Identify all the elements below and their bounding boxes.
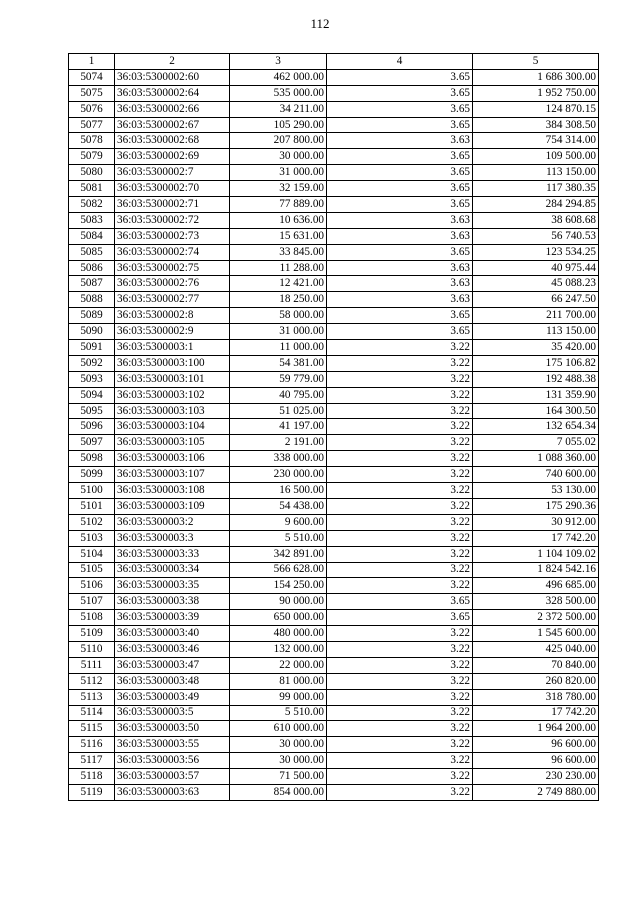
total-value-cell: 1 088 360.00 <box>473 451 599 467</box>
table-row <box>69 117 599 133</box>
row-number-cell: 5077 <box>69 117 115 133</box>
area-value-cell: 338 000.00 <box>230 451 327 467</box>
row-number-cell: 5095 <box>69 403 115 419</box>
total-value-cell: 96 600.00 <box>473 737 599 753</box>
total-value-cell: 175 106.82 <box>473 355 599 371</box>
cadastral-number-cell: 36:03:5300003:46 <box>115 641 230 657</box>
rate-value-cell: 3.22 <box>327 419 473 435</box>
table-row <box>69 737 599 753</box>
area-value-cell: 30 000.00 <box>230 737 327 753</box>
rate-value-cell: 3.63 <box>327 276 473 292</box>
row-number-cell: 5093 <box>69 371 115 387</box>
area-value-cell: 207 800.00 <box>230 133 327 149</box>
rate-value-cell: 3.22 <box>327 498 473 514</box>
table-row <box>69 626 599 642</box>
cadastral-number-cell: 36:03:5300003:106 <box>115 451 230 467</box>
table-row <box>69 244 599 260</box>
total-value-cell: 1 545 600.00 <box>473 626 599 642</box>
row-number-cell: 5086 <box>69 260 115 276</box>
total-value-cell: 318 780.00 <box>473 689 599 705</box>
rate-value-cell: 3.22 <box>327 689 473 705</box>
total-value-cell: 40 975.44 <box>473 260 599 276</box>
table-row <box>69 610 599 626</box>
rate-value-cell: 3.22 <box>327 371 473 387</box>
rate-value-cell: 3.63 <box>327 133 473 149</box>
table-row <box>69 689 599 705</box>
row-number-cell: 5097 <box>69 435 115 451</box>
cadastral-number-cell: 36:03:5300003:1 <box>115 340 230 356</box>
rate-value-cell: 3.22 <box>327 530 473 546</box>
table-row <box>69 149 599 165</box>
row-number-cell: 5109 <box>69 626 115 642</box>
row-number-cell: 5079 <box>69 149 115 165</box>
rate-value-cell: 3.65 <box>327 165 473 181</box>
cadastral-number-cell: 36:03:5300003:35 <box>115 578 230 594</box>
row-number-cell: 5103 <box>69 530 115 546</box>
cadastral-number-cell: 36:03:5300002:69 <box>115 149 230 165</box>
cadastral-number-cell: 36:03:5300003:2 <box>115 514 230 530</box>
total-value-cell: 109 500.00 <box>473 149 599 165</box>
table-row <box>69 355 599 371</box>
rate-value-cell: 3.22 <box>327 435 473 451</box>
row-number-cell: 5106 <box>69 578 115 594</box>
table-row <box>69 85 599 101</box>
area-value-cell: 10 636.00 <box>230 212 327 228</box>
cadastral-number-cell: 36:03:5300003:38 <box>115 594 230 610</box>
cadastral-number-cell: 36:03:5300002:8 <box>115 308 230 324</box>
rate-value-cell: 3.63 <box>327 228 473 244</box>
table-row <box>69 165 599 181</box>
cadastral-number-cell: 36:03:5300002:76 <box>115 276 230 292</box>
row-number-cell: 5094 <box>69 387 115 403</box>
cadastral-value-table <box>68 53 599 801</box>
table-row <box>69 403 599 419</box>
area-value-cell: 54 381.00 <box>230 355 327 371</box>
cadastral-number-cell: 36:03:5300003:107 <box>115 467 230 483</box>
area-value-cell: 51 025.00 <box>230 403 327 419</box>
row-number-cell: 5118 <box>69 769 115 785</box>
total-value-cell: 70 840.00 <box>473 657 599 673</box>
cadastral-number-cell: 36:03:5300003:55 <box>115 737 230 753</box>
cadastral-number-cell: 36:03:5300003:100 <box>115 355 230 371</box>
cadastral-number-cell: 36:03:5300003:3 <box>115 530 230 546</box>
page-number: 112 <box>310 16 330 31</box>
table-row <box>69 181 599 197</box>
row-number-cell: 5102 <box>69 514 115 530</box>
table-row <box>69 260 599 276</box>
rate-value-cell: 3.65 <box>327 181 473 197</box>
area-value-cell: 2 191.00 <box>230 435 327 451</box>
row-number-cell: 5105 <box>69 562 115 578</box>
rate-value-cell: 3.22 <box>327 403 473 419</box>
area-value-cell: 54 438.00 <box>230 498 327 514</box>
total-value-cell: 7 055.02 <box>473 435 599 451</box>
total-value-cell: 2 749 880.00 <box>473 784 599 800</box>
row-number-cell: 5113 <box>69 689 115 705</box>
rate-value-cell: 3.22 <box>327 673 473 689</box>
cadastral-number-cell: 36:03:5300002:70 <box>115 181 230 197</box>
total-value-cell: 17 742.20 <box>473 705 599 721</box>
area-value-cell: 342 891.00 <box>230 546 327 562</box>
table-row <box>69 451 599 467</box>
row-number-cell: 5080 <box>69 165 115 181</box>
rate-value-cell: 3.22 <box>327 769 473 785</box>
cadastral-number-cell: 36:03:5300002:75 <box>115 260 230 276</box>
area-value-cell: 32 159.00 <box>230 181 327 197</box>
row-number-cell: 5089 <box>69 308 115 324</box>
table-row <box>69 641 599 657</box>
cadastral-number-cell: 36:03:5300003:39 <box>115 610 230 626</box>
cadastral-number-cell: 36:03:5300003:108 <box>115 483 230 499</box>
total-value-cell: 124 870.15 <box>473 101 599 117</box>
rate-value-cell: 3.63 <box>327 260 473 276</box>
area-value-cell: 31 000.00 <box>230 165 327 181</box>
area-value-cell: 854 000.00 <box>230 784 327 800</box>
rate-value-cell: 3.22 <box>327 355 473 371</box>
area-value-cell: 99 000.00 <box>230 689 327 705</box>
row-number-cell: 5082 <box>69 197 115 213</box>
rate-value-cell: 3.22 <box>327 467 473 483</box>
cadastral-number-cell: 36:03:5300002:72 <box>115 212 230 228</box>
area-value-cell: 230 000.00 <box>230 467 327 483</box>
row-number-cell: 5104 <box>69 546 115 562</box>
area-value-cell: 59 779.00 <box>230 371 327 387</box>
area-value-cell: 33 845.00 <box>230 244 327 260</box>
column-header-5: 5 <box>473 54 599 70</box>
area-value-cell: 5 510.00 <box>230 530 327 546</box>
table-row <box>69 514 599 530</box>
total-value-cell: 384 308.50 <box>473 117 599 133</box>
cadastral-number-cell: 36:03:5300003:48 <box>115 673 230 689</box>
rate-value-cell: 3.22 <box>327 705 473 721</box>
row-number-cell: 5085 <box>69 244 115 260</box>
rate-value-cell: 3.22 <box>327 737 473 753</box>
rate-value-cell: 3.22 <box>327 626 473 642</box>
column-header-4: 4 <box>327 54 473 70</box>
cadastral-number-cell: 36:03:5300003:50 <box>115 721 230 737</box>
row-number-cell: 5112 <box>69 673 115 689</box>
table-row <box>69 657 599 673</box>
cadastral-number-cell: 36:03:5300003:101 <box>115 371 230 387</box>
area-value-cell: 12 421.00 <box>230 276 327 292</box>
table-row <box>69 133 599 149</box>
cadastral-number-cell: 36:03:5300002:77 <box>115 292 230 308</box>
column-header-2: 2 <box>115 54 230 70</box>
row-number-cell: 5108 <box>69 610 115 626</box>
table-row <box>69 387 599 403</box>
area-value-cell: 90 000.00 <box>230 594 327 610</box>
cadastral-number-cell: 36:03:5300003:47 <box>115 657 230 673</box>
total-value-cell: 56 740.53 <box>473 228 599 244</box>
row-number-cell: 5099 <box>69 467 115 483</box>
area-value-cell: 40 795.00 <box>230 387 327 403</box>
row-number-cell: 5116 <box>69 737 115 753</box>
total-value-cell: 123 534.25 <box>473 244 599 260</box>
rate-value-cell: 3.65 <box>327 594 473 610</box>
cadastral-number-cell: 36:03:5300002:66 <box>115 101 230 117</box>
cadastral-number-cell: 36:03:5300003:105 <box>115 435 230 451</box>
total-value-cell: 45 088.23 <box>473 276 599 292</box>
row-number-cell: 5084 <box>69 228 115 244</box>
cadastral-number-cell: 36:03:5300002:60 <box>115 69 230 85</box>
rate-value-cell: 3.22 <box>327 641 473 657</box>
cadastral-number-cell: 36:03:5300003:102 <box>115 387 230 403</box>
table-row <box>69 340 599 356</box>
row-number-cell: 5074 <box>69 69 115 85</box>
cadastral-number-cell: 36:03:5300003:103 <box>115 403 230 419</box>
row-number-cell: 5115 <box>69 721 115 737</box>
table-row <box>69 197 599 213</box>
table-row <box>69 292 599 308</box>
column-header-3: 3 <box>230 54 327 70</box>
total-value-cell: 113 150.00 <box>473 324 599 340</box>
row-number-cell: 5088 <box>69 292 115 308</box>
cadastral-number-cell: 36:03:5300003:57 <box>115 769 230 785</box>
cadastral-number-cell: 36:03:5300002:67 <box>115 117 230 133</box>
table-row <box>69 562 599 578</box>
rate-value-cell: 3.65 <box>327 244 473 260</box>
area-value-cell: 31 000.00 <box>230 324 327 340</box>
rate-value-cell: 3.63 <box>327 212 473 228</box>
row-number-cell: 5081 <box>69 181 115 197</box>
area-value-cell: 16 500.00 <box>230 483 327 499</box>
total-value-cell: 96 600.00 <box>473 753 599 769</box>
total-value-cell: 2 372 500.00 <box>473 610 599 626</box>
total-value-cell: 1 686 300.00 <box>473 69 599 85</box>
table-row <box>69 308 599 324</box>
table-row <box>69 276 599 292</box>
table-row <box>69 578 599 594</box>
row-number-cell: 5111 <box>69 657 115 673</box>
row-number-cell: 5098 <box>69 451 115 467</box>
table-row <box>69 753 599 769</box>
total-value-cell: 211 700.00 <box>473 308 599 324</box>
rate-value-cell: 3.22 <box>327 514 473 530</box>
total-value-cell: 38 608.68 <box>473 212 599 228</box>
table-row <box>69 594 599 610</box>
area-value-cell: 480 000.00 <box>230 626 327 642</box>
area-value-cell: 30 000.00 <box>230 149 327 165</box>
area-value-cell: 5 510.00 <box>230 705 327 721</box>
rate-value-cell: 3.65 <box>327 85 473 101</box>
cadastral-number-cell: 36:03:5300003:40 <box>115 626 230 642</box>
cadastral-number-cell: 36:03:5300003:34 <box>115 562 230 578</box>
total-value-cell: 35 420.00 <box>473 340 599 356</box>
rate-value-cell: 3.22 <box>327 657 473 673</box>
total-value-cell: 1 824 542.16 <box>473 562 599 578</box>
cadastral-number-cell: 36:03:5300002:64 <box>115 85 230 101</box>
row-number-cell: 5119 <box>69 784 115 800</box>
table-row <box>69 721 599 737</box>
rate-value-cell: 3.22 <box>327 562 473 578</box>
area-value-cell: 77 889.00 <box>230 197 327 213</box>
cadastral-number-cell: 36:03:5300003:56 <box>115 753 230 769</box>
area-value-cell: 105 290.00 <box>230 117 327 133</box>
table-row <box>69 371 599 387</box>
table-row <box>69 546 599 562</box>
area-value-cell: 11 000.00 <box>230 340 327 356</box>
table-body <box>69 69 599 800</box>
rate-value-cell: 3.22 <box>327 340 473 356</box>
total-value-cell: 260 820.00 <box>473 673 599 689</box>
table-row <box>69 483 599 499</box>
area-value-cell: 9 600.00 <box>230 514 327 530</box>
row-number-cell: 5087 <box>69 276 115 292</box>
area-value-cell: 566 628.00 <box>230 562 327 578</box>
total-value-cell: 132 654.34 <box>473 419 599 435</box>
total-value-cell: 113 150.00 <box>473 165 599 181</box>
rate-value-cell: 3.22 <box>327 546 473 562</box>
table-row <box>69 435 599 451</box>
area-value-cell: 58 000.00 <box>230 308 327 324</box>
column-header-1: 1 <box>69 54 115 70</box>
area-value-cell: 34 211.00 <box>230 101 327 117</box>
rate-value-cell: 3.63 <box>327 292 473 308</box>
table-row <box>69 212 599 228</box>
area-value-cell: 18 250.00 <box>230 292 327 308</box>
row-number-cell: 5091 <box>69 340 115 356</box>
total-value-cell: 1 952 750.00 <box>473 85 599 101</box>
total-value-cell: 754 314.00 <box>473 133 599 149</box>
row-number-cell: 5076 <box>69 101 115 117</box>
cadastral-number-cell: 36:03:5300002:68 <box>115 133 230 149</box>
area-value-cell: 610 000.00 <box>230 721 327 737</box>
table-row <box>69 498 599 514</box>
table-row <box>69 101 599 117</box>
area-value-cell: 154 250.00 <box>230 578 327 594</box>
rate-value-cell: 3.22 <box>327 483 473 499</box>
row-number-cell: 5083 <box>69 212 115 228</box>
total-value-cell: 230 230.00 <box>473 769 599 785</box>
row-number-cell: 5092 <box>69 355 115 371</box>
row-number-cell: 5107 <box>69 594 115 610</box>
table-header-row <box>69 54 599 70</box>
table-row <box>69 419 599 435</box>
total-value-cell: 53 130.00 <box>473 483 599 499</box>
cadastral-number-cell: 36:03:5300002:7 <box>115 165 230 181</box>
row-number-cell: 5096 <box>69 419 115 435</box>
cadastral-number-cell: 36:03:5300003:104 <box>115 419 230 435</box>
row-number-cell: 5110 <box>69 641 115 657</box>
row-number-cell: 5075 <box>69 85 115 101</box>
total-value-cell: 131 359.90 <box>473 387 599 403</box>
rate-value-cell: 3.65 <box>327 610 473 626</box>
table-row <box>69 673 599 689</box>
total-value-cell: 164 300.50 <box>473 403 599 419</box>
area-value-cell: 132 000.00 <box>230 641 327 657</box>
rate-value-cell: 3.22 <box>327 784 473 800</box>
rate-value-cell: 3.22 <box>327 721 473 737</box>
area-value-cell: 535 000.00 <box>230 85 327 101</box>
table-row <box>69 228 599 244</box>
total-value-cell: 328 500.00 <box>473 594 599 610</box>
total-value-cell: 740 600.00 <box>473 467 599 483</box>
rate-value-cell: 3.65 <box>327 117 473 133</box>
cadastral-number-cell: 36:03:5300003:33 <box>115 546 230 562</box>
cadastral-number-cell: 36:03:5300003:49 <box>115 689 230 705</box>
rate-value-cell: 3.22 <box>327 451 473 467</box>
total-value-cell: 117 380.35 <box>473 181 599 197</box>
total-value-cell: 425 040.00 <box>473 641 599 657</box>
area-value-cell: 15 631.00 <box>230 228 327 244</box>
total-value-cell: 66 247.50 <box>473 292 599 308</box>
area-value-cell: 30 000.00 <box>230 753 327 769</box>
rate-value-cell: 3.65 <box>327 101 473 117</box>
area-value-cell: 41 197.00 <box>230 419 327 435</box>
area-value-cell: 650 000.00 <box>230 610 327 626</box>
row-number-cell: 5101 <box>69 498 115 514</box>
row-number-cell: 5090 <box>69 324 115 340</box>
cadastral-number-cell: 36:03:5300002:74 <box>115 244 230 260</box>
rate-value-cell: 3.65 <box>327 308 473 324</box>
table-row <box>69 467 599 483</box>
table-row <box>69 324 599 340</box>
cadastral-number-cell: 36:03:5300003:5 <box>115 705 230 721</box>
area-value-cell: 71 500.00 <box>230 769 327 785</box>
cadastral-number-cell: 36:03:5300002:9 <box>115 324 230 340</box>
total-value-cell: 17 742.20 <box>473 530 599 546</box>
table-row <box>69 705 599 721</box>
area-value-cell: 11 288.00 <box>230 260 327 276</box>
row-number-cell: 5100 <box>69 483 115 499</box>
table-row <box>69 69 599 85</box>
cadastral-number-cell: 36:03:5300003:109 <box>115 498 230 514</box>
total-value-cell: 496 685.00 <box>473 578 599 594</box>
area-value-cell: 22 000.00 <box>230 657 327 673</box>
rate-value-cell: 3.65 <box>327 149 473 165</box>
total-value-cell: 1 104 109.02 <box>473 546 599 562</box>
rate-value-cell: 3.22 <box>327 578 473 594</box>
rate-value-cell: 3.65 <box>327 69 473 85</box>
cadastral-number-cell: 36:03:5300003:63 <box>115 784 230 800</box>
cadastral-number-cell: 36:03:5300002:73 <box>115 228 230 244</box>
table-row <box>69 769 599 785</box>
total-value-cell: 1 964 200.00 <box>473 721 599 737</box>
total-value-cell: 175 290.36 <box>473 498 599 514</box>
table-row <box>69 530 599 546</box>
rate-value-cell: 3.65 <box>327 197 473 213</box>
rate-value-cell: 3.65 <box>327 324 473 340</box>
area-value-cell: 81 000.00 <box>230 673 327 689</box>
total-value-cell: 284 294.85 <box>473 197 599 213</box>
row-number-cell: 5117 <box>69 753 115 769</box>
total-value-cell: 192 488.38 <box>473 371 599 387</box>
cadastral-number-cell: 36:03:5300002:71 <box>115 197 230 213</box>
total-value-cell: 30 912.00 <box>473 514 599 530</box>
area-value-cell: 462 000.00 <box>230 69 327 85</box>
row-number-cell: 5078 <box>69 133 115 149</box>
table-row <box>69 784 599 800</box>
rate-value-cell: 3.22 <box>327 753 473 769</box>
rate-value-cell: 3.22 <box>327 387 473 403</box>
row-number-cell: 5114 <box>69 705 115 721</box>
